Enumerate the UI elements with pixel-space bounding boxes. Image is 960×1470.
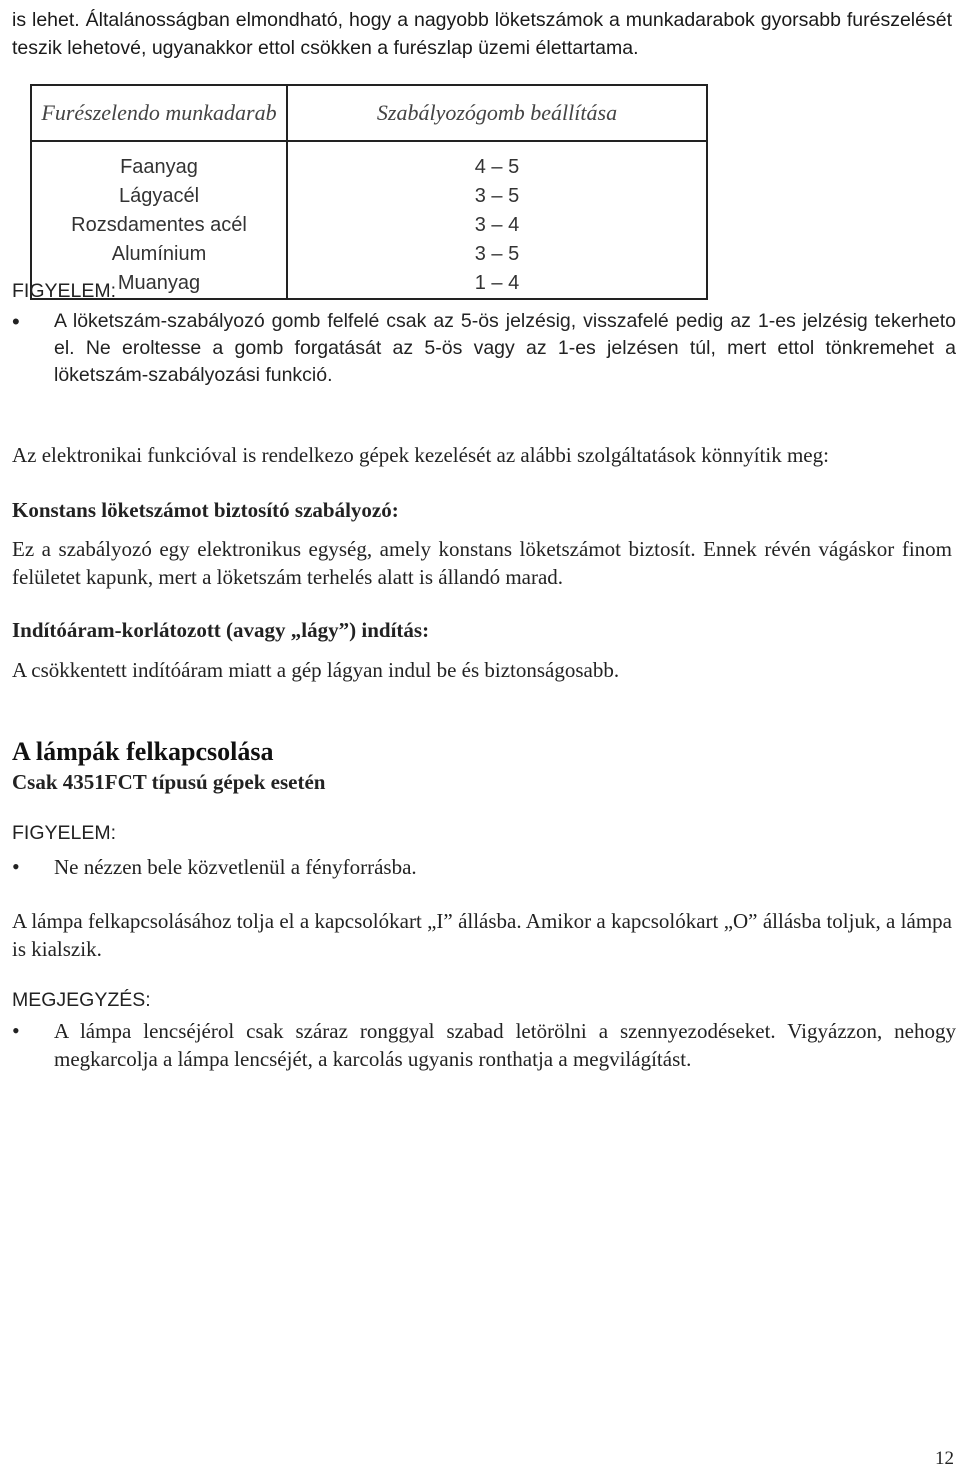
table-cell-material: Alumínium	[31, 240, 287, 269]
warning-bullet-item	[12, 308, 956, 389]
table-row	[31, 211, 707, 240]
note-bullet-item	[12, 1017, 956, 1073]
warning-label: FIGYELEM:	[12, 280, 117, 302]
lamp-warning-bullet-text: Ne nézzen bele közvetlenül a fényforrásba.	[54, 855, 417, 879]
table-header-workpiece: Furészelendo munkadarab	[31, 85, 287, 141]
bullet-icon: •	[12, 309, 20, 334]
note-bullet-text: A lámpa lencséjérol csak száraz ronggyal szabad letörölni a szennyezodéseket. Vigyázzon, nehogy megkarcolja a lámpa lencséjét, a karcolás ugyanis ronthatja a megvilágítást.	[54, 1019, 956, 1071]
constant-text: Ez a szabályozó egy elektronikus egység, amely konstans löketszámot biztosít. Ennek révén vágáskor finom felületet kapunk, mert a löketszám terhelés alatt is állandó marad.	[12, 537, 952, 589]
lamp-warning-bullet-item	[12, 853, 956, 881]
softstart-text: A csökkentett indítóáram miatt a gép lágyan indul be és biztonságosabb.	[12, 658, 620, 682]
lamp-section-subtitle: Csak 4351FCT típusú gépek esetén	[12, 770, 326, 794]
warning-bullet-text: A löketszám-szabályozó gomb felfelé csak az 5-ös jelzésig, visszafelé pedig az 1-es jelzésig tekerheto el. Ne eroltesse a gomb forgatását az 5-ös vagy az 1-es jelzésen túl, mert ettol tönkremehet a löketszám-szabályozási funkció.	[54, 310, 956, 386]
table-cell-setting: 1 – 4	[287, 269, 707, 299]
constant-heading: Konstans löketszámot biztosító szabályozó:	[12, 498, 399, 522]
table-cell-material: Lágyacél	[31, 182, 287, 211]
table-cell-setting: 4 – 5	[287, 141, 707, 182]
page-number: 12	[935, 1448, 954, 1469]
intro-paragraph: is lehet. Általánosságban elmondható, hogy a nagyobb löketszámok a munkadarabok gyorsabb furészelését teszik lehetové, ugyanakkor ettol csökken a furészlap üzemi élettartama.	[12, 9, 952, 59]
note-label: MEGJEGYZÉS:	[12, 989, 151, 1011]
table-row	[31, 141, 707, 182]
table-cell-material: Faanyag	[31, 141, 287, 182]
table-cell-material: Muanyag	[31, 269, 287, 299]
lamp-switch-text: A lámpa felkapcsolásához tolja el a kapcsolókart „I” állásba. Amikor a kapcsolókart „O” állásba toljuk, a lámpa is kialszik.	[12, 909, 952, 961]
table-cell-material: Rozsdamentes acél	[31, 211, 287, 240]
table-row	[31, 182, 707, 211]
setting-table	[30, 84, 708, 300]
bullet-icon: •	[12, 1018, 20, 1043]
table-cell-setting: 3 – 5	[287, 182, 707, 211]
table-cell-setting: 3 – 4	[287, 211, 707, 240]
table-row	[31, 240, 707, 269]
bullet-icon: •	[12, 854, 20, 879]
electronic-intro: Az elektronikai funkcióval is rendelkezo gépek kezelését az alábbi szolgáltatások könnyítik meg:	[12, 443, 829, 467]
lamp-warning-label: FIGYELEM:	[12, 822, 117, 844]
table-header-setting: Szabályozógomb beállítása	[287, 85, 707, 141]
softstart-heading: Indítóáram-korlátozott (avagy „lágy”) indítás:	[12, 618, 430, 642]
table-header-row	[31, 85, 707, 141]
table-cell-setting: 3 – 5	[287, 240, 707, 269]
lamp-section-title: A lámpák felkapcsolása	[12, 737, 274, 766]
